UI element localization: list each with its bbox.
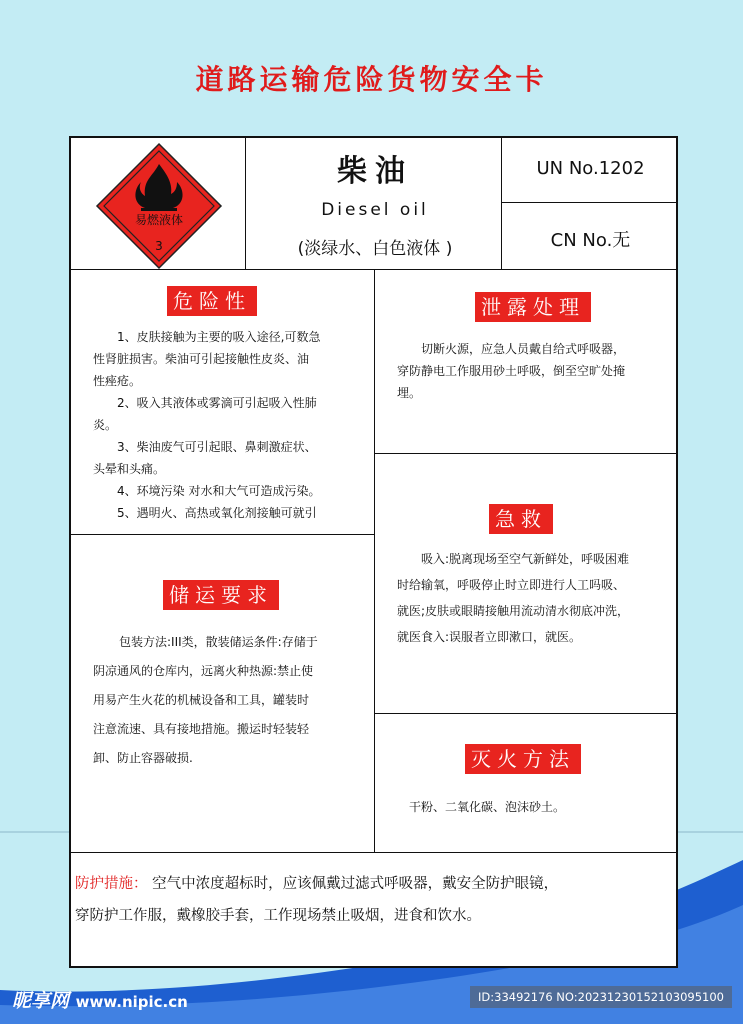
divider bbox=[374, 453, 678, 454]
leak-line: 切断火源，应急人员戴自给式呼吸器， bbox=[421, 342, 626, 356]
storage-line: 注意流速、具有接地措施。搬运时轻装轻 bbox=[93, 722, 310, 736]
first-aid-line: 吸入:脱离现场至空气新鲜处，呼吸困难 bbox=[421, 552, 630, 566]
storage-line: 用易产生火花的机械设备和工具，罐装时 bbox=[93, 693, 310, 707]
protection-label: 防护措施： bbox=[75, 876, 148, 892]
danger-line: 1、皮肤接触为主要的吸入途径,可数急 bbox=[117, 330, 321, 344]
leak-text bbox=[397, 338, 675, 404]
leak-line: 穿防静电工作服用砂土呼吸，倒至空旷处掩 bbox=[397, 364, 626, 378]
first-aid-line: 就医食入:误服者立即漱口，就医。 bbox=[397, 630, 582, 644]
product-name-en: Diesel oil bbox=[321, 200, 429, 220]
leak-heading: 泄露处理 bbox=[475, 292, 591, 322]
cn-number: CN No.无 bbox=[550, 230, 631, 251]
divider bbox=[374, 269, 375, 853]
product-description: (淡绿水、白色液体 ) bbox=[297, 239, 453, 259]
hazard-label: 易燃液体 bbox=[134, 213, 183, 227]
first-aid-line: 时给输氧，呼吸停止时立即进行人工吗吸、 bbox=[397, 578, 626, 592]
watermark-site-url: www.nipic.cn bbox=[75, 993, 188, 1011]
divider bbox=[245, 138, 246, 270]
storage-heading: 储运要求 bbox=[163, 580, 279, 610]
danger-line: 4、环境污染 对水和大气可造成污染。 bbox=[117, 484, 321, 498]
danger-line: 2、吸入其液体或雾滴可引起吸入性肺 bbox=[117, 396, 317, 410]
divider bbox=[71, 852, 678, 853]
first-aid-text bbox=[397, 546, 675, 650]
fire-text bbox=[409, 796, 675, 818]
danger-text bbox=[93, 326, 369, 524]
protection-line: 空气中浓度超标时，应该佩戴过滤式呼吸器，戴安全防护眼镜， bbox=[147, 876, 559, 892]
divider bbox=[501, 202, 678, 203]
danger-line: 5、遇明火、高热或氧化剂接触可就引 bbox=[117, 506, 317, 520]
fire-line: 干粉、二氧化碳、泡沫砂土。 bbox=[409, 800, 566, 814]
un-number: UN No.1202 bbox=[536, 158, 645, 179]
danger-line: 3、柴油废气可引起眼、鼻刺激症状、 bbox=[117, 440, 317, 454]
danger-line: 头晕和头痛。 bbox=[93, 462, 166, 476]
protection-line: 穿防护工作服，戴橡胶手套，工作现场禁止吸烟，进食和饮水。 bbox=[75, 908, 481, 924]
page-title: 道路运输危险货物安全卡 bbox=[195, 63, 548, 96]
danger-line: 炎。 bbox=[93, 418, 118, 432]
danger-line: 性肾脏损害。柴油可引起接触性皮炎、油 bbox=[93, 352, 310, 366]
watermark-site-cn: 昵享网 bbox=[12, 990, 70, 1012]
safety-card bbox=[69, 136, 678, 968]
leak-line: 埋。 bbox=[397, 386, 422, 400]
hazard-class-number: 3 bbox=[155, 239, 163, 253]
first-aid-line: 就医;皮肤或眼睛接触用流动清水彻底冲洗， bbox=[397, 604, 630, 618]
protection-note bbox=[75, 868, 673, 932]
product-name-cn: 柴油 bbox=[337, 154, 413, 189]
danger-line: 性痤疮。 bbox=[93, 374, 142, 388]
storage-line: 阴凉通风的仓库内，远离火种热源:禁止使 bbox=[93, 664, 314, 678]
divider bbox=[71, 534, 375, 535]
fire-heading: 灭火方法 bbox=[465, 744, 581, 774]
storage-line: 包装方法:III类，散装储运条件:存储于 bbox=[119, 635, 318, 649]
divider bbox=[374, 713, 678, 714]
watermark-id: ID:33492176 NO:20231230152103095100 bbox=[470, 986, 732, 1008]
flammable-liquid-sign bbox=[95, 142, 223, 270]
watermark-site bbox=[12, 986, 188, 1013]
storage-text bbox=[93, 628, 369, 773]
first-aid-heading: 急救 bbox=[489, 504, 553, 534]
danger-heading: 危险性 bbox=[167, 286, 257, 316]
storage-line: 卸、防止容器破损. bbox=[93, 751, 193, 765]
